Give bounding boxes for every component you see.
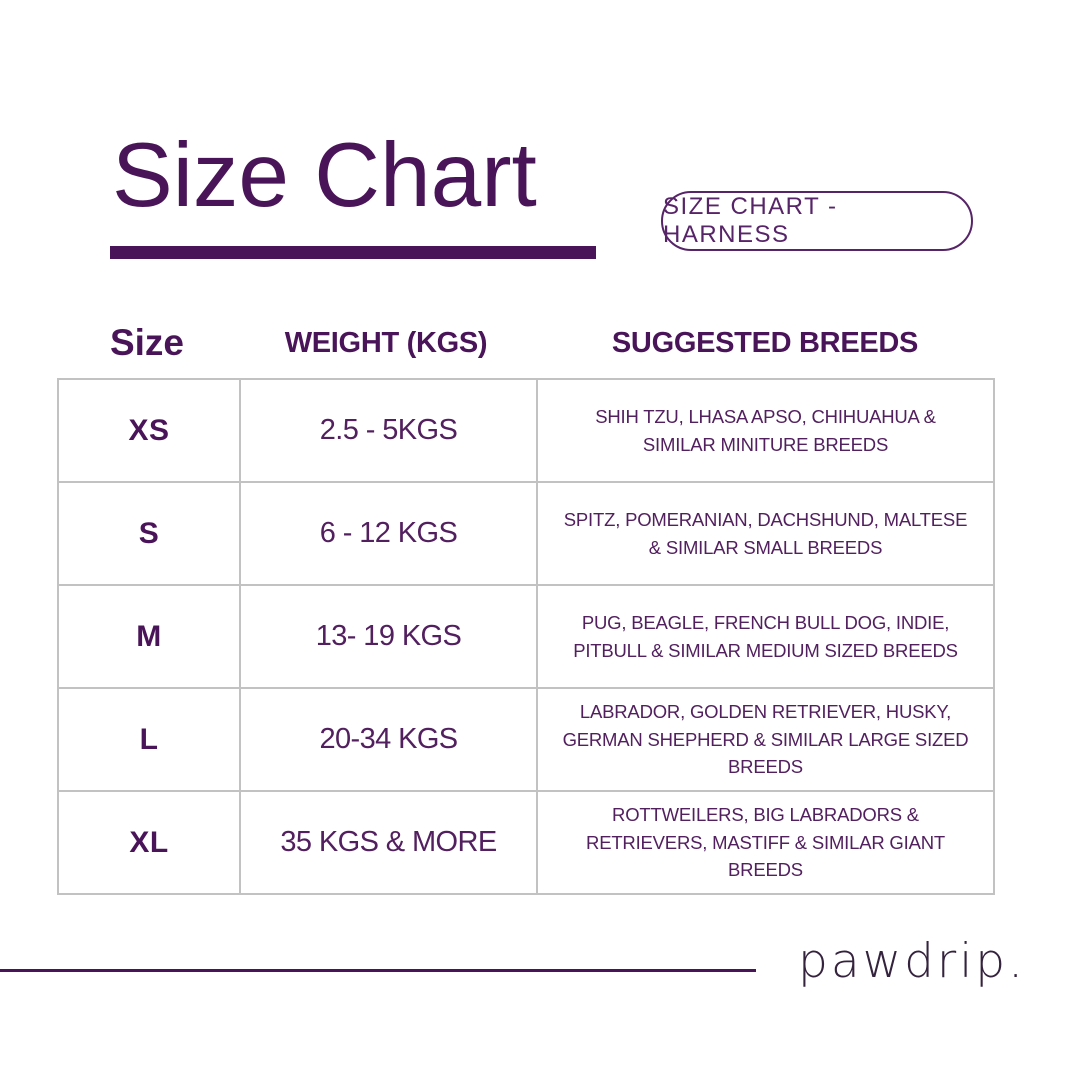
brand-logo: pawdrip. — [798, 934, 1027, 989]
footer-divider-line — [0, 969, 756, 972]
table-row — [59, 584, 993, 687]
page-title: Size Chart — [112, 125, 537, 226]
column-header-size: Size — [109, 322, 185, 363]
size-cell: S — [138, 516, 160, 550]
size-cell: M — [136, 619, 162, 653]
weight-cell: 6 - 12 KGS — [239, 483, 536, 584]
table-row — [59, 687, 993, 790]
size-cell: L — [139, 722, 159, 756]
column-header-breeds: SUGGESTED BREEDS — [611, 326, 919, 359]
weight-cell: 2.5 - 5KGS — [239, 380, 536, 481]
weight-cell: 35 KGS & MORE — [239, 792, 536, 893]
breeds-cell: PUG, BEAGLE, FRENCH BULL DOG, INDIE, PITBULL & SIMILAR MEDIUM SIZED BREEDS — [536, 586, 993, 687]
harness-badge-label: SIZE CHART - HARNESS — [663, 193, 838, 248]
breeds-cell: SHIH TZU, LHASA APSO, CHIHUAHUA & SIMILAR MINITURE BREEDS — [536, 380, 993, 481]
table-row — [59, 481, 993, 584]
breeds-cell: ROTTWEILERS, BIG LABRADORS & RETRIEVERS, MASTIFF & SIMILAR GIANT BREEDS — [536, 792, 993, 893]
weight-cell: 20-34 KGS — [239, 689, 536, 790]
size-table — [57, 378, 995, 895]
weight-cell: 13- 19 KGS — [239, 586, 536, 687]
table-row — [59, 380, 993, 481]
breeds-cell: LABRADOR, GOLDEN RETRIEVER, HUSKY, GERMAN SHEPHERD & SIMILAR LARGE SIZED BREEDS — [536, 689, 993, 790]
title-underline — [110, 246, 596, 259]
size-cell: XL — [129, 825, 169, 859]
table-column-headers — [57, 315, 995, 371]
size-cell: XS — [128, 413, 170, 447]
harness-badge — [661, 191, 973, 251]
breeds-cell: SPITZ, POMERANIAN, DACHSHUND, MALTESE & SIMILAR SMALL BREEDS — [536, 483, 993, 584]
column-header-weight: WEIGHT (KGS) — [284, 326, 488, 359]
table-row — [59, 790, 993, 893]
